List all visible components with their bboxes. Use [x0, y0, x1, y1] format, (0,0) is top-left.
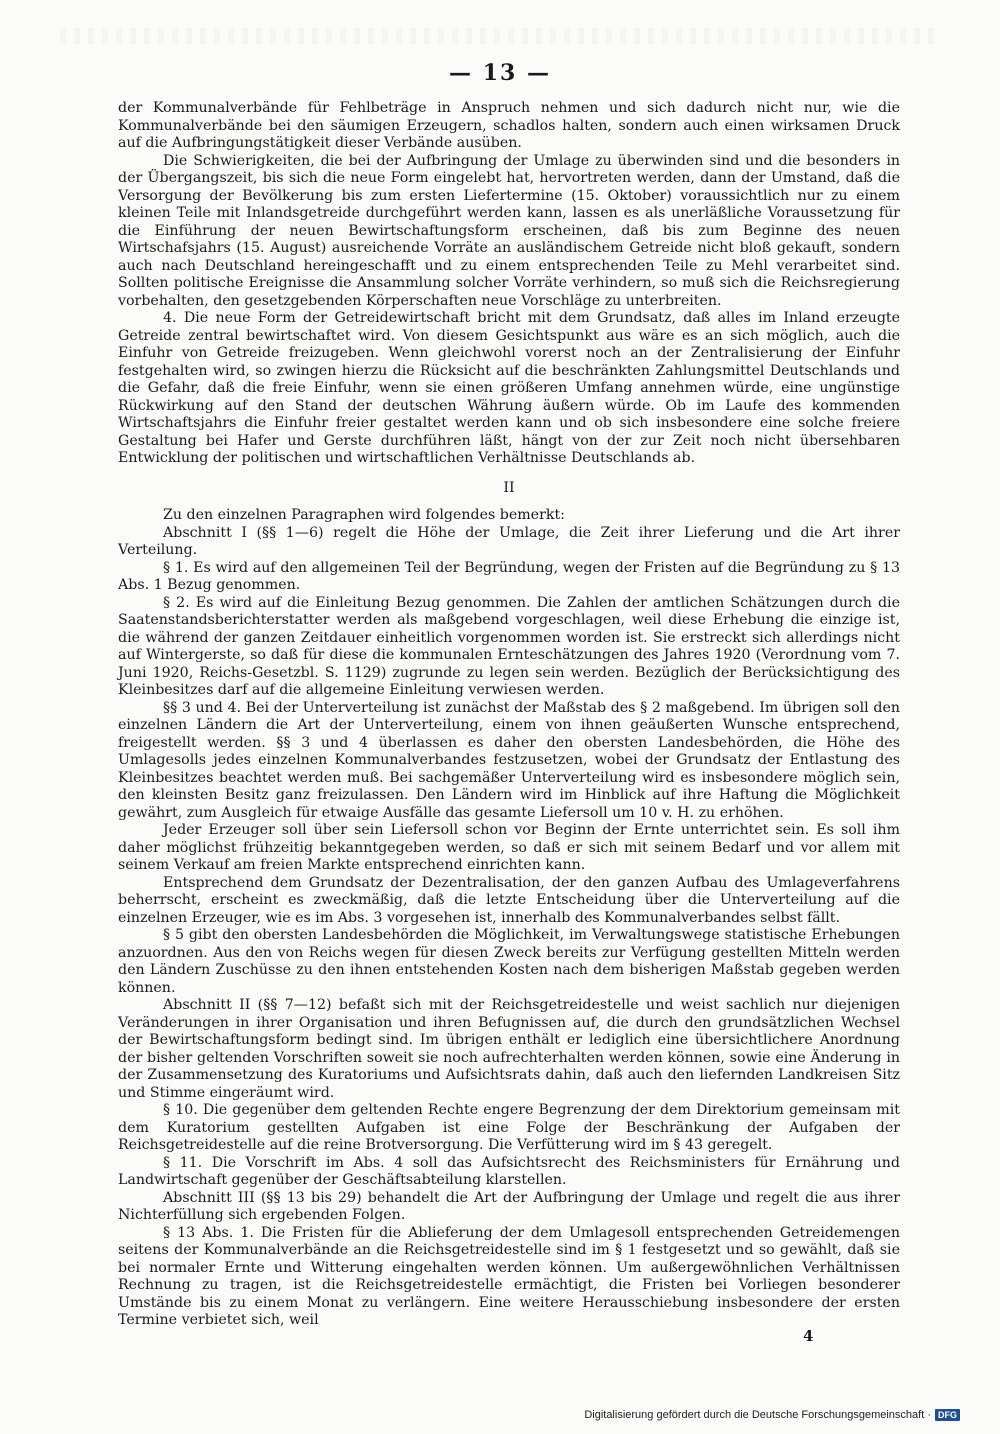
paragraph: § 13 Abs. 1. Die Fristen für die Ablieferung der dem Umlagesoll entsprechenden Getreidemengen seitens der Kommunalverbände an die Reichsgetreidestelle sind im § 1 festgesetzt und so gewählt, daß sie bei normaler Ernte und Witterung eingehalten werden können. Um außergewöhnlichen Verhältnissen Rechnung zu tragen, ist die Reichsgetreidestelle ermächtigt, die Fristen bei Vorliegen besonderer Umstände bis zu einem Monat zu verlängern. Eine weitere Herausschiebung insbesondere der ersten Termine verbietet sich, weil — [118, 1224, 900, 1328]
paragraph: § 5 gibt den obersten Landesbehörden die Möglichkeit, im Verwaltungswege statistische Erhebungen anzuordnen. Aus den von Reichs wegen für diesen Zweck bereits zur Verfügung gestellten Mitteln werden den Ländern Zuschüsse zu den ihnen entstehenden Kosten nach dem bisherigen Maßstab gegeben werden können. — [118, 927, 900, 996]
sheet-number: 4 — [803, 1327, 814, 1345]
body-text — [118, 100, 900, 1330]
paragraph: Die Schwierigkeiten, die bei der Aufbringung der Umlage zu überwinden sind und die besonders in der Übergangszeit, bis sich die neue Form eingelebt hat, hervortreten werden, dann der Umstand, daß die Versorgung der Bevölkerung bis zum ersten Liefertermine (15. Oktober) voraussichtlich nur zu einem kleinen Teile mit Inlandsgetreide durchgeführt werden kann, lassen es als unerläßliche Voraussetzung für die Einführung der neuen Bewirtschaftungsform erscheinen, daß bis zum Beginne des neuen Wirtschafsjahrs (15. August) ausreichende Vorräte an ausländischem Getreide nicht bloß gekauft, sondern auch nach Deutschland hereingeschafft und zu einem entsprechenden Teile zu Mehl verarbeitet sind. Sollten politische Ereignisse die Ansammlung solcher Vorräte verhindern, so muß sich die Reichsregierung vorbehalten, den gesetzgebenden Körperschaften neue Vorschläge zu unterbreiten. — [118, 152, 900, 309]
paragraph: Abschnitt II (§§ 7—12) befaßt sich mit der Reichsgetreidestelle und weist sachlich nur diejenigen Veränderungen in ihrer Organisation und ihren Befugnissen auf, die durch den grundsätzlichen Wechsel der Bewirtschaftungsform bedingt sind. Im übrigen enthält er lediglich eine übersichtlichere Anordnung der bisher geltenden Vorschriften soweit sie noch aufrechterhalten werden können, sowie eine Änderung in der Zusammensetzung des Kuratoriums und Aufsichtsrats dahin, daß auch den liefernden Landkreisen Sitz und Stimme eingeräumt wird. — [118, 997, 900, 1101]
paragraph: § 11. Die Vorschrift im Abs. 4 soll das Aufsichtsrecht des Reichsministers für Ernährung und Landwirtschaft gegenüber der Geschäftsabteilung klarstellen. — [118, 1154, 900, 1188]
paragraph: Jeder Erzeuger soll über sein Liefersoll schon vor Beginn der Ernte unterrichtet sein. Es soll ihm daher möglichst frühzeitig bekanntgegeben werden, so daß er sich mit seinem Bedarf und vor allem mit seinem Verkauf am freien Markte entsprechend einrichten kann. — [118, 822, 900, 873]
paragraph: §§ 3 und 4. Bei der Unterverteilung ist zunächst der Maßstab des § 2 maßgebend. Im übrigen soll den einzelnen Ländern die Art der Unterverteilung, einem von ihnen geäußerten Wunsche entsprechend, freigestellt werden. §§ 3 und 4 überlassen es daher den obersten Landesbehörden, die Höhe des Umlagesolls jedes einzelnen Kommunalverbandes festzusetzen, wobei der Grundsatz der Entlastung des Kleinbesitzes beachtet werden muß. Bei sachgemäßer Unterverteilung wird es insbesondere möglich sein, den kleinsten Besitz ganz freizulassen. Den Ländern wird im Hinblick auf ihre Haftung die Möglichkeit gewährt, zum Ausgleich für etwaige Ausfälle das gesamte Liefersoll um 10 v. H. zu erhöhen. — [118, 699, 900, 821]
paragraph: Entsprechend dem Grundsatz der Dezentralisation, der den ganzen Aufbau des Umlageverfahrens beherrscht, erscheint es zweckmäßig, daß die letzte Entscheidung über die Unterverteilung auf die einzelnen Erzeuger, wie es im Abs. 3 vorgesehen ist, innerhalb des Kommunalverbandes selbst fällt. — [118, 874, 900, 926]
section-ii-text — [118, 507, 900, 1330]
section-i-text — [118, 100, 900, 468]
credit-text: Digitalisierung gefördert durch die Deutsche Forschungsgemeinschaft · — [584, 1409, 931, 1421]
section-heading: II — [503, 479, 515, 496]
paragraph: Zu den einzelnen Paragraphen wird folgendes bemerkt: — [163, 507, 565, 523]
paragraph: § 10. Die gegenüber dem geltenden Rechte engere Begrenzung der dem Direktorium gemeinsam mit dem Kuratorium gestellten Aufgaben ist eine Folge der Beschränkung der Aufgaben der Reichsgetreidestelle auf die reine Brotversorgung. Die Verfütterung wird im § 43 geregelt. — [118, 1102, 900, 1153]
paragraph: § 1. Es wird auf den allgemeinen Teil der Begründung, wegen der Fristen auf die Begründung zu § 13 Abs. 1 Bezug genommen. — [118, 559, 900, 593]
digitization-credit — [584, 1409, 960, 1421]
scan-artifact — [60, 28, 940, 44]
paragraph: 4. Die neue Form der Getreidewirtschaft bricht mit dem Grundsatz, daß alles im Inland erzeugte Getreide zentral bewirtschaftet wird. Von diesem Gesichtspunkt aus wäre es an sich möglich, auch die Einfuhr von Getreide freizugeben. Wenn gleichwohl vorerst noch an der Zentralisierung der Einfuhr festgehalten wird, so zwingen hierzu die Rücksicht auf die beschränkten Zahlungsmittel Deutschlands und die Gefahr, daß die freie Einfuhr, wenn sie einen größeren Umfang annehmen würde, eine ungünstige Rückwirkung auf den Stand der deutschen Währung äußern würde. Ob im Laufe des kommenden Wirtschaftsjahrs die Einfuhr freier gestaltet werden kann und ob sich insbesondere eine solche freiere Gestaltung bei Hafer und Gerste durchführen läßt, hängt von der zur Zeit noch nicht übersehbaren Entwicklung der politischen und wirtschaftlichen Verhältnisse Deutschlands ab. — [118, 310, 900, 466]
paragraph: der Kommunalverbände für Fehlbeträge in Anspruch nehmen und sich dadurch nicht nur, wie die Kommunalverbände bei den säumigen Erzeugern, schadlos halten, sondern auch einen wirksamen Druck auf die Aufbringungstätigkeit dieser Verbände ausüben. — [118, 100, 900, 151]
paragraph: Abschnitt III (§§ 13 bis 29) behandelt die Art der Aufbringung der Umlage und regelt die aus ihrer Nichterfüllung sich ergebenden Folgen. — [118, 1189, 900, 1223]
dfg-logo: DFG — [935, 1409, 960, 1421]
page-number: — 13 — — [449, 60, 551, 86]
paragraph: Abschnitt I (§§ 1—6) regelt die Höhe der Umlage, die Zeit ihrer Lieferung und die Art ihrer Verteilung. — [118, 524, 900, 558]
paragraph: § 2. Es wird auf die Einleitung Bezug genommen. Die Zahlen der amtlichen Schätzungen durch die Saatenstandsberichterstatter werden als maßgebend vorgeschlagen, weil diese Erhebung die einzige ist, die während der ganzen Zeitdauer einheitlich vorgenommen worden ist. Sie erstreckt sich allerdings nicht auf Wintergerste, so daß für diese die kommunalen Ernteschätzungen des Jahres 1920 (Verordnung vom 7. Juni 1920, Reichs-Gesetzbl. S. 1129) zugrunde zu legen sein werden. Bezüglich der Berücksichtigung des Kleinbesitzes darf auf die allgemeine Einleitung verwiesen werden. — [118, 594, 900, 698]
